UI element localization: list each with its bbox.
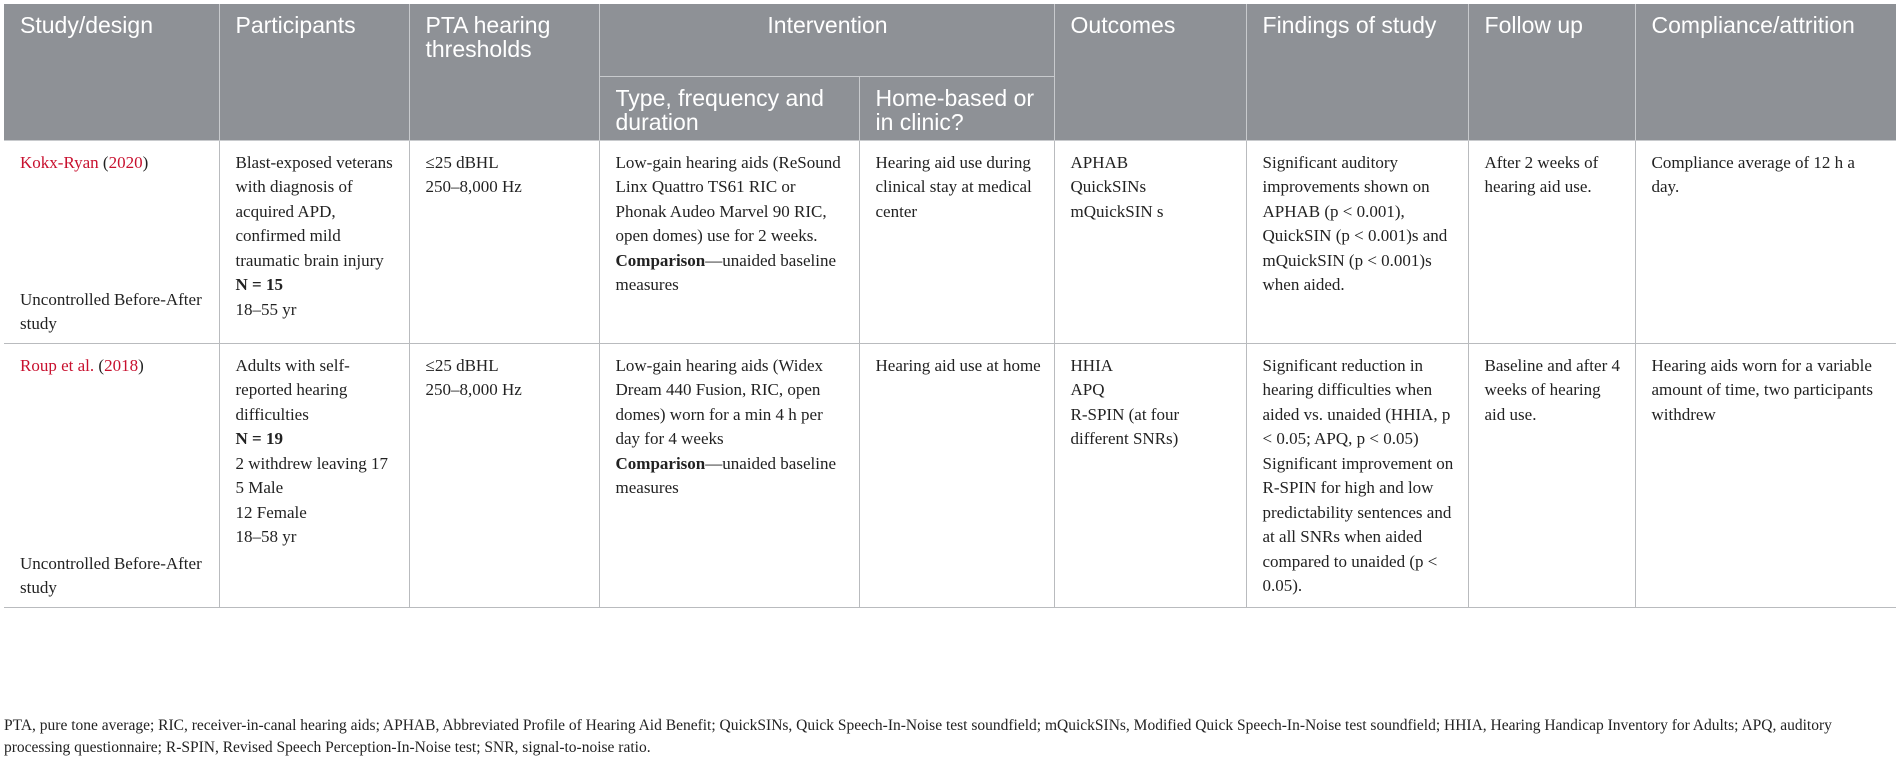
- comparison-label: Comparison: [615, 453, 706, 473]
- pta-range: 250–8,000 Hz: [425, 380, 522, 399]
- study-cell: Kokx-Ryan (2020) Uncontrolled Before-After study: [4, 140, 219, 343]
- outcome-item: QuickSINs: [1070, 177, 1147, 196]
- author-link[interactable]: Roup et al.: [20, 355, 95, 375]
- comparison-text: —unaided baseline measures: [615, 453, 836, 497]
- findings-cell: Significant reduction in hearing difficulties when aided vs. unaided (HHIA, p < 0.05; APQ, p < 0.05) Significant improvement on R-SPIN for high and low predictability sentences and at all SNRs when aided compared to unaided (p < 0.05).: [1246, 343, 1468, 607]
- study-design: Uncontrolled Before-After study: [20, 553, 202, 597]
- compliance-cell: Compliance average of 12 h a day.: [1635, 140, 1896, 343]
- pta-cell: [409, 343, 599, 607]
- header-compliance: Compliance/attrition: [1635, 4, 1896, 140]
- header-study: Study/design: [4, 4, 219, 140]
- participants-detail: 18–58 yr: [235, 527, 297, 546]
- outcome-item: HHIA: [1070, 355, 1114, 375]
- outcomes-cell: [1054, 343, 1246, 607]
- setting-cell: Hearing aid use during clinical stay at medical center: [859, 140, 1054, 343]
- outcome-item: APQ: [1070, 380, 1105, 399]
- header-intervention: Intervention: [599, 4, 1054, 76]
- study-cell: Roup et al. (2018) Uncontrolled Before-After study: [4, 343, 219, 607]
- pta-cell: [409, 140, 599, 343]
- participants-description: Blast-exposed veterans with diagnosis of acquired APD, confirmed mild traumatic brain injury: [235, 152, 393, 270]
- header-setting: Home-based or in clinic?: [859, 76, 1054, 140]
- pta-range: 250–8,000 Hz: [425, 177, 522, 196]
- header-participants: Participants: [219, 4, 409, 140]
- header-type: Type, frequency and duration: [599, 76, 859, 140]
- intervention-type-cell: [599, 343, 859, 607]
- header-pta: PTA hearing thresholds: [409, 4, 599, 140]
- header-findings: Findings of study: [1246, 4, 1468, 140]
- participants-detail: 18–55 yr: [235, 299, 297, 319]
- intervention-type: Low-gain hearing aids (ReSound Linx Quattro TS61 RIC or Phonak Audeo Marvel 90 RIC, open domes) use for 2 weeks.: [615, 152, 841, 245]
- compliance-cell: Hearing aids worn for a variable amount of time, two participants withdrew: [1635, 343, 1896, 607]
- header-outcomes: Outcomes: [1054, 4, 1246, 140]
- participants-detail: 2 withdrew leaving 17: [235, 453, 388, 473]
- outcome-item: mQuickSIN s: [1070, 201, 1164, 221]
- outcome-item: APHAB: [1070, 152, 1129, 172]
- year-link[interactable]: 2018: [104, 355, 139, 375]
- setting-cell: Hearing aid use at home: [859, 343, 1054, 607]
- table-footnote: PTA, pure tone average; RIC, receiver-in-canal hearing aids; APHAB, Abbreviated Profile of Hearing Aid Benefit; QuickSINs, Quick Speech-In-Noise test soundfield; mQuickSINs, Modified Quick Speech-In-Noise test soundfield; HHIA, Hearing Handicap Inventory for Adults; APQ, auditory processing questionnaire; R-SPIN, Revised Speech Perception-In-Noise test; SNR, signal-to-noise ratio.: [4, 717, 1832, 756]
- findings-cell: Significant auditory improvements shown on APHAB (p < 0.001), QuickSIN (p < 0.001)s and mQuickSIN (p < 0.001)s when aided.: [1246, 140, 1468, 343]
- header-follow-up: Follow up: [1468, 4, 1635, 140]
- author-link[interactable]: Kokx-Ryan: [20, 152, 99, 172]
- outcome-item: R-SPIN (at four different SNRs): [1070, 404, 1180, 448]
- table-row: [4, 343, 1896, 607]
- study-design: Uncontrolled Before-After study: [20, 289, 202, 333]
- participants-cell: [219, 140, 409, 343]
- comparison-label: Comparison: [615, 250, 706, 270]
- year-link[interactable]: 2020: [108, 152, 143, 172]
- studies-table: [4, 4, 1896, 608]
- sample-size: N = 15: [235, 275, 283, 294]
- outcomes-cell: [1054, 140, 1246, 343]
- pta-threshold: ≤25 dBHL: [425, 355, 499, 375]
- participants-cell: [219, 343, 409, 607]
- intervention-type-cell: [599, 140, 859, 343]
- comparison-text: —unaided baseline measures: [615, 250, 836, 294]
- participants-description: Adults with self-reported hearing difficulties: [235, 355, 350, 424]
- intervention-type: Low-gain hearing aids (Widex Dream 440 Fusion, RIC, open domes) worn for a min 4 h per day for 4 weeks: [615, 355, 823, 448]
- participants-detail: 5 Male: [235, 478, 284, 497]
- participants-detail: 12 Female: [235, 502, 307, 522]
- sample-size: N = 19: [235, 429, 283, 448]
- header-row-1: [4, 4, 1896, 76]
- follow-up-cell: Baseline and after 4 weeks of hearing aid use.: [1468, 343, 1635, 607]
- follow-up-cell: After 2 weeks of hearing aid use.: [1468, 140, 1635, 343]
- table-row: [4, 140, 1896, 343]
- pta-threshold: ≤25 dBHL: [425, 152, 499, 172]
